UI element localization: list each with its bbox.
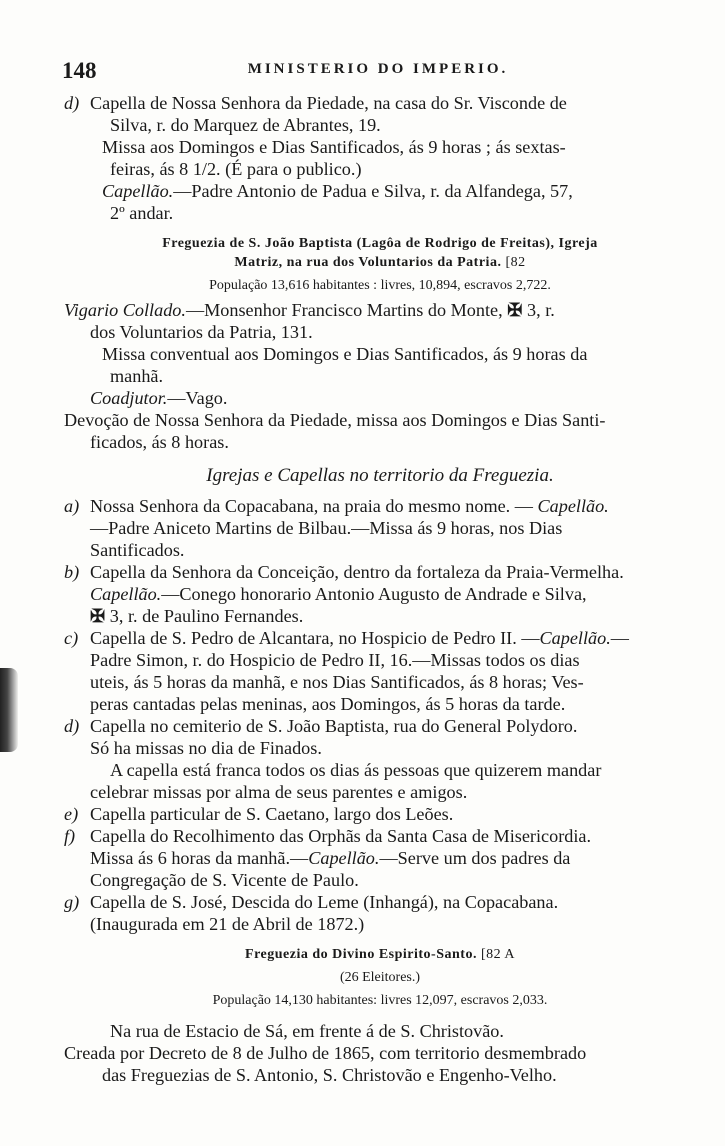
coadjutor-line: Coadjutor.—Vago. [90, 388, 228, 408]
entry-line: dos Voluntarios da Patria, 131. [90, 322, 313, 342]
entry-label: f) [64, 826, 76, 846]
chapel-entry-a: a) Nossa Senhora da Copacabana, na praia do mesmo nome. — Capellão. [64, 496, 609, 516]
churches-subheading: Igrejas e Capellas no territorio da Freguezia. [206, 465, 554, 486]
devotion-line: ficados, ás 8 horas. [90, 432, 229, 452]
vigario-label: Vigario Collado. [64, 300, 186, 320]
chapel-entry-d-piedade [64, 92, 696, 114]
entry-line: Congregação de S. Vicente de Paulo. [90, 870, 359, 890]
chaplain-line [64, 180, 696, 202]
entry-line: Padre Simon, r. do Hospicio de Pedro II, 16.—Missas todos os dias [90, 650, 580, 670]
parish-population: População 13,616 habitantes : livres, 10,894, escravos 2,722. [209, 278, 551, 293]
entry-line: A capella está franca todos os dias ás pessoas que quizerem mandar [110, 760, 602, 780]
entry-label: d) [64, 716, 80, 736]
parish-heading: Freguezia do Divino Espirito-Santo. [82 A [245, 947, 515, 962]
chapel-entry-g: g) Capella de S. José, Descida do Leme (Inhangá), na Copacabana. [64, 892, 559, 912]
chapel-entry-d: d) Capella no cemiterio de S. João Baptista, rua do General Polydoro. [64, 716, 578, 736]
coadjutor-label: Coadjutor. [90, 388, 168, 408]
page-reference: [82 [505, 255, 526, 270]
entry-line: Capella de Nossa Senhora da Piedade, na casa do Sr. Visconde de [90, 93, 567, 113]
chapel-entry-f: f) Capella do Recolhimento das Orphãs da Santa Casa de Misericordia. [64, 826, 592, 846]
chaplain-line: Capellão.—Conego honorario Antonio Augusto de Andrade e Silva, [90, 584, 587, 604]
entry-line: uteis, ás 5 horas da manhã, e nos Dias Santificados, ás 8 horas; Ves- [90, 672, 584, 692]
entry-line: (Inaugurada em 21 de Abril de 1872.) [90, 914, 365, 934]
decree-line: Creada por Decreto de 8 de Julho de 1865, com territorio desmembrado [64, 1043, 587, 1063]
entry-line: —Padre Aniceto Martins de Bilbau.—Missa ás 9 horas, nos Dias [90, 518, 563, 538]
decree-line: das Freguezias de S. Antonio, S. Christovão e Engenho-Velho. [102, 1065, 557, 1085]
location-line: Na rua de Estacio de Sá, em frente á de S. Christovão. [110, 1021, 504, 1041]
entry-label: a) [64, 496, 80, 516]
entry-label: c) [64, 628, 79, 648]
entry-line: peras cantadas pelas meninas, aos Domingos, ás 5 horas da tarde. [90, 694, 566, 714]
chaplain-label: Capellão. [102, 181, 174, 201]
parish-population: População 14,130 habitantes: livres 12,097, escravos 2,033. [212, 993, 548, 1008]
entry-line: Só ha missas no dia de Finados. [90, 738, 322, 758]
devotion-line: Devoção de Nossa Senhora da Piedade, missa aos Domingos e Dias Santi- [64, 410, 606, 430]
entry-line: Silva, r. do Marquez de Abrantes, 19. [110, 115, 381, 135]
entry-line: Missa aos Domingos e Dias Santificados, ás 9 horas ; ás sextas- [102, 137, 566, 157]
entry-line: celebrar missas por alma de seus parentes e amigos. [90, 782, 468, 802]
page-edge-blot [0, 668, 18, 752]
chaplain-text: —Padre Antonio de Padua e Silva, r. da Alfandega, 57, [173, 181, 573, 201]
entry-line: feiras, ás 8 1/2. (É para o publico.) [110, 159, 362, 179]
parish-heading-line-2: Matriz, na rua dos Voluntarios da Patria. [82 [234, 255, 526, 270]
chapel-entry-e: e) Capella particular de S. Caetano, largo dos Leões. [64, 804, 454, 824]
cross-symbol-icon: ✠ [90, 606, 106, 626]
page-number: 148 [62, 58, 97, 83]
mass-line: manhã. [110, 366, 164, 386]
entry-label: e) [64, 804, 79, 824]
cross-symbol-icon: ✠ [507, 300, 523, 320]
page-reference: [82 A [480, 947, 515, 962]
vigario-line: Vigario Collado.—Monsenhor Francisco Martins do Monte, ✠ 3, r. [64, 300, 555, 320]
entry-line: Missa ás 6 horas da manhã.—Capellão.—Serve um dos padres da [90, 848, 571, 868]
parish-electors: (26 Eleitores.) [339, 970, 421, 985]
mass-line: Missa conventual aos Domingos e Dias Santificados, ás 9 horas da [102, 344, 588, 364]
entry-line: ✠ 3, r. de Paulino Fernandes. [90, 606, 304, 626]
chapel-entry-c: c) Capella de S. Pedro de Alcantara, no Hospicio de Pedro II. —Capellão.— [64, 628, 629, 648]
entry-line: Santificados. [90, 540, 185, 560]
page-header [62, 58, 694, 82]
entry-label: g) [64, 892, 80, 912]
parish-heading-line: Freguezia de S. João Baptista (Lagôa de Rodrigo de Freitas), Igreja [162, 236, 598, 251]
entry-line: 2º andar. [110, 203, 174, 223]
entry-label: b) [64, 562, 80, 582]
chapel-entry-b: b) Capella da Senhora da Conceição, dentro da fortaleza da Praia-Vermelha. [64, 562, 624, 582]
running-title: MINISTERIO DO IMPERIO. [247, 61, 509, 77]
entry-label: d) [64, 93, 80, 113]
parish-heading [64, 234, 696, 272]
page-body [64, 92, 696, 1086]
